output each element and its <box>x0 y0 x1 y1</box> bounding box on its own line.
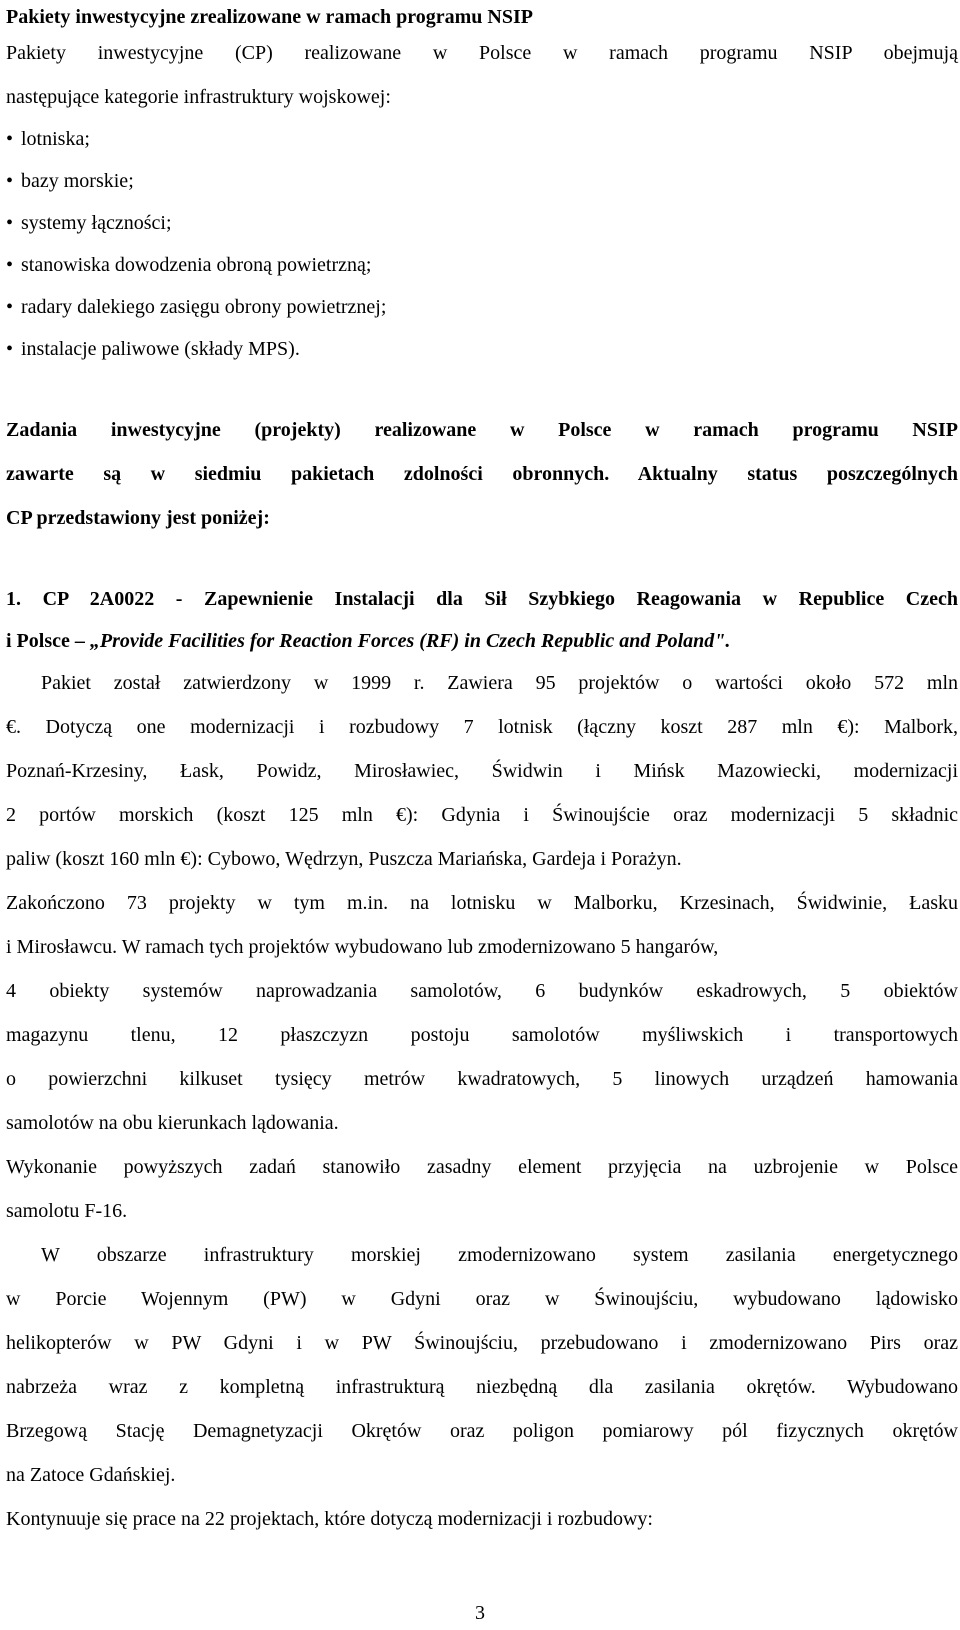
body1-line-4: 2 portów morskich (koszt 125 mln €): Gdynia i Świnoujście oraz modernizacji 5 składnic <box>6 804 958 826</box>
bullet-item <box>6 250 371 280</box>
tasks-line-1: Zadania inwestycyjne (projekty) realizowane w Polsce w ramach programu NSIP <box>6 419 958 441</box>
bullet-item <box>6 292 386 322</box>
body1-line-5: paliw (koszt 160 mln €): Cybowo, Wędrzyn, Puszcza Mariańska, Gardeja i Porażyn. <box>6 848 682 870</box>
bullet-text: lotniska; <box>21 128 90 150</box>
bullet-icon: • <box>6 338 14 360</box>
cp-heading-line-1: 1. CP 2A0022 - Zapewnienie Instalacji dla Sił Szybkiego Reagowania w Republice Czech <box>6 588 958 610</box>
bullet-icon: • <box>6 254 14 276</box>
bullet-icon: • <box>6 170 14 192</box>
body1-line-10: o powierzchni kilkuset tysięcy metrów kwadratowych, 5 linowych urządzeń hamowania <box>6 1068 958 1090</box>
body1-line-7: i Mirosławcu. W ramach tych projektów wybudowano lub zmodernizowano 5 hangarów, <box>6 936 719 958</box>
body1-line-13: samolotu F-16. <box>6 1200 128 1222</box>
body2-line-1: W obszarze infrastruktury morskiej zmodernizowano system zasilania energetycznego <box>41 1244 958 1266</box>
bullet-text: bazy morskie; <box>21 170 134 192</box>
body2-line-7: Kontynuuje się prace na 22 projektach, które dotyczą modernizacji i rozbudowy: <box>6 1508 653 1530</box>
body2-line-4: nabrzeża wraz z kompletną infrastrukturą niezbędną dla zasilania okrętów. Wybudowano <box>6 1376 958 1398</box>
bullet-text: radary dalekiego zasięgu obrony powietrznej; <box>21 296 387 318</box>
bullet-item <box>6 208 172 238</box>
bullet-text: instalacje paliwowe (składy MPS). <box>21 338 300 360</box>
body2-line-2: w Porcie Wojennym (PW) w Gdyni oraz w Świnoujściu, wybudowano lądowisko <box>6 1288 958 1310</box>
body1-line-12: Wykonanie powyższych zadań stanowiło zasadny element przyjęcia na uzbrojenie w Polsce <box>6 1156 958 1178</box>
body1-line-2: €. Dotyczą one modernizacji i rozbudowy 7 lotnisk (łączny koszt 287 mln €): Malbork, <box>6 716 958 738</box>
bullet-icon: • <box>6 296 14 318</box>
bullet-icon: • <box>6 212 14 234</box>
body1-line-8: 4 obiekty systemów naprowadzania samolotów, 6 budynków eskadrowych, 5 obiektów <box>6 980 958 1002</box>
tasks-line-3: CP przedstawiony jest poniżej: <box>6 507 270 529</box>
intro-line-2: następujące kategorie infrastruktury wojskowej: <box>6 86 391 108</box>
body1-line-9: magazynu tlenu, 12 płaszczyzn postoju samolotów myśliwskich i transportowych <box>6 1024 958 1046</box>
tasks-line-2: zawarte są w siedmiu pakietach zdolności obronnych. Aktualny status poszczególnych <box>6 463 958 485</box>
bullet-item <box>6 334 300 364</box>
body1-line-1: Pakiet został zatwierdzony w 1999 r. Zawiera 95 projektów o wartości około 572 mln <box>41 672 958 694</box>
body2-line-5: Brzegową Stację Demagnetyzacji Okrętów oraz poligon pomiarowy pól fizycznych okrętów <box>6 1420 958 1442</box>
document-title: Pakiety inwestycyjne zrealizowane w ramach programu NSIP <box>6 6 533 28</box>
body1-line-11: samolotów na obu kierunkach lądowania. <box>6 1112 339 1134</box>
bullet-text: stanowiska dowodzenia obroną powietrzną; <box>21 254 372 276</box>
cp-heading-line-2 <box>6 626 730 656</box>
body1-line-3: Poznań-Krzesiny, Łask, Powidz, Mirosławiec, Świdwin i Mińsk Mazowiecki, modernizacji <box>6 760 958 782</box>
bullet-icon: • <box>6 128 14 150</box>
bullet-item <box>6 124 90 154</box>
body2-line-6: na Zatoce Gdańskiej. <box>6 1464 176 1486</box>
body2-line-3: helikopterów w PW Gdyni i w PW Świnoujściu, przebudowano i zmodernizowano Pirs oraz <box>6 1332 958 1354</box>
body1-line-6: Zakończono 73 projekty w tym m.in. na lotnisku w Malborku, Krzesinach, Świdwinie, Łasku <box>6 892 958 914</box>
bullet-item <box>6 166 134 196</box>
page-number: 3 <box>475 1602 485 1624</box>
intro-line-1: Pakiety inwestycyjne (CP) realizowane w Polsce w ramach programu NSIP obejmują <box>6 42 958 64</box>
bullet-text: systemy łączności; <box>21 212 172 234</box>
cp-heading-english-name: „Provide Facilities for Reaction Forces (RF) in Czech Republic and Poland". <box>89 630 731 652</box>
cp-heading-prefix: i Polsce – <box>6 630 90 652</box>
